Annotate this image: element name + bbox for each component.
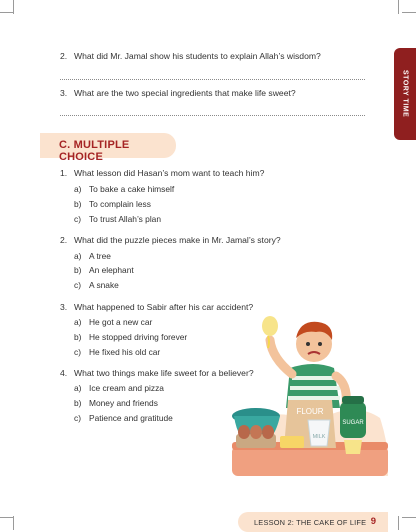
small-cup [344,440,362,454]
section-title: C. MULTIPLE CHOICE [59,139,130,163]
flour-label: FLOUR [296,407,324,416]
page-footer [238,512,388,532]
crop-mark [398,0,399,14]
mcq-question: 2. What did the puzzle pieces make in Mr. Jamal’s story? [60,235,281,245]
mcq-question: 1. What lesson did Hasan’s mom want to teach him? [60,168,265,178]
crop-mark [402,517,416,518]
milk-glass [308,420,330,446]
boy-arm [270,340,292,374]
story-time-tab [394,48,416,140]
baking-boy-illustration [230,308,388,476]
mcq-option[interactable]: a) Ice cream and pizza [74,383,164,393]
mcq-question: 4. What two things make life sweet for a believer? [60,368,254,378]
mcq-option[interactable]: c) Patience and gratitude [74,413,173,423]
milk-label: MILK [312,434,326,440]
page-number: 9 [370,516,376,527]
crop-mark [398,516,399,530]
table [232,446,388,476]
mcq-question: 3. What happened to Sabir after his car accident? [60,302,254,312]
answer-line[interactable] [60,115,365,116]
crop-mark [402,12,416,13]
sugar-label: SUGAR [342,420,364,426]
crop-mark [13,516,14,530]
crop-mark [0,12,14,13]
crop-mark [0,517,14,518]
story-time-label: STORY TIME [401,70,409,118]
mcq-option[interactable]: c) He fixed his old car [74,347,161,357]
mcq-option[interactable]: b) To complain less [74,199,151,209]
answer-line[interactable] [60,79,365,80]
lesson-title: LESSON 2: THE CAKE OF LIFE [254,518,367,527]
mcq-option[interactable]: c) A snake [74,280,119,290]
mcq-option[interactable]: c) To trust Allah’s plan [74,214,162,224]
question: 3. What are the two special ingredients that make life sweet? [60,88,296,98]
boy-eye [306,342,310,346]
egg [250,425,262,439]
yolk-drip [268,336,269,348]
mcq-option[interactable]: a) A tree [74,251,111,261]
section-header [40,133,176,163]
egg [238,425,250,439]
butter [280,436,304,448]
mcq-option[interactable]: b) Money and friends [74,398,158,408]
sugar-lid [342,396,364,404]
mcq-option[interactable]: b) He stopped driving forever [74,332,188,342]
mcq-option[interactable]: a) To bake a cake himself [74,184,175,194]
mcq-option[interactable]: a) He got a new car [74,317,153,327]
boy-eye [318,342,322,346]
egg [262,316,278,336]
egg [262,425,274,439]
mcq-option[interactable]: b) An elephant [74,265,134,275]
question: 2. What did Mr. Jamal show his students to explain Allah’s wisdom? [60,51,321,61]
